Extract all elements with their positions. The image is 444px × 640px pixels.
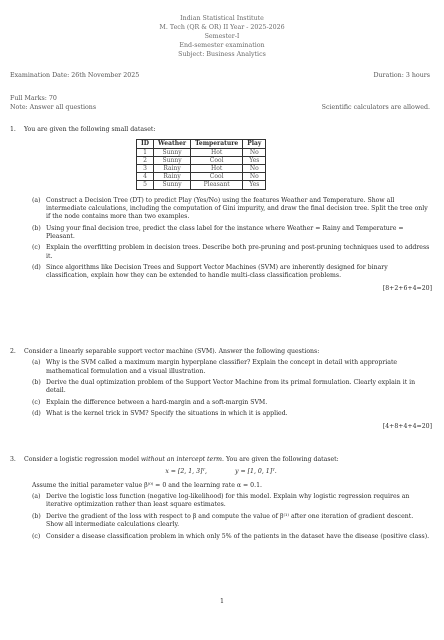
part-text: Explain the difference between a hard-margin and a soft-margin SVM. bbox=[46, 398, 268, 406]
semester-line: Semester-I bbox=[204, 33, 240, 40]
part-text: Consider a disease classification problem in which only 5% of the patients in the dataset have the disease (positive class). bbox=[46, 532, 430, 540]
question-part bbox=[32, 379, 432, 396]
part-text: Construct a Decision Tree (DT) to predict Play (Yes/No) using the features Weather and Temperature. Show all intermediate calculations, including the computation of Gini impurity, and draw the final decision tree. Split the tree only if the node contains more than two examples. bbox=[46, 196, 428, 221]
marks-allocation: [8+2+6+4=20] bbox=[382, 284, 432, 292]
intro-text-end: . You are given the following dataset: bbox=[222, 456, 339, 463]
table-cell: Rainy bbox=[154, 164, 191, 172]
duration: Duration: 3 hours bbox=[373, 72, 430, 79]
table-header: ID bbox=[137, 140, 154, 148]
question-1 bbox=[10, 126, 432, 293]
part-text: What is the kernel trick in SVM? Specify the situations in which it is applied. bbox=[46, 410, 288, 418]
table-cell: Sunny bbox=[154, 181, 191, 189]
table-cell: No bbox=[243, 148, 266, 156]
part-text: Derive the logistic loss function (negative log-likelihood) for this model. Explain why logistic regression requires an iterative optimization rather than least square estimates. bbox=[46, 493, 410, 509]
x-vector: x = [2, 1, 3]ᵀ, bbox=[165, 468, 207, 476]
table-row bbox=[137, 164, 266, 172]
part-text: Explain the overfitting problem in decision trees. Describe both pre-pruning and post-pruning techniques used to address it. bbox=[46, 244, 430, 260]
part-text: Derive the dual optimization problem of the Support Vector Machine from its primal formulation. Clearly explain it in detail. bbox=[46, 379, 416, 395]
part-label: (d) bbox=[32, 410, 41, 418]
part-label: (c) bbox=[32, 398, 41, 406]
question-number: 2. bbox=[10, 348, 16, 355]
table-cell: Cool bbox=[191, 173, 243, 181]
table-header-row bbox=[137, 140, 266, 148]
table-cell: Yes bbox=[243, 156, 266, 164]
table-cell: 2 bbox=[137, 156, 154, 164]
institute-name: Indian Statistical Institute bbox=[180, 15, 264, 22]
part-text: Why is the SVM called a maximum margin hyperplane classifier? Explain the concept in detail with appropriate mathematical formulation and a visual illustration. bbox=[46, 359, 398, 375]
intro-text: Consider a logistic regression model bbox=[24, 456, 141, 463]
part-label: (b) bbox=[32, 224, 41, 232]
exam-header bbox=[0, 14, 444, 59]
page-number: 1 bbox=[219, 598, 224, 605]
table-cell: Hot bbox=[191, 164, 243, 172]
assumption-line: Assume the initial parameter value β⁽⁰⁾ = 0 and the learning rate α = 0.1. bbox=[32, 481, 262, 489]
table-row bbox=[137, 173, 266, 181]
table-cell: Rainy bbox=[154, 173, 191, 181]
program-line: M. Tech (QR & OR) II Year - 2025-2026 bbox=[159, 24, 285, 31]
question-intro: Consider a linearly separable support vector machine (SVM). Answer the following questions: bbox=[24, 348, 320, 355]
table-cell: Cool bbox=[191, 156, 243, 164]
part-text: Since algorithms like Decision Trees and Support Vector Machines (SVM) are inherently designed for binary classification, explain how they can be extended to handle multi-class classification problems. bbox=[46, 264, 388, 280]
question-part bbox=[32, 264, 432, 281]
intro-emphasis: without an intercept term bbox=[140, 456, 223, 463]
table-row bbox=[137, 148, 266, 156]
dataset-equation bbox=[10, 468, 432, 476]
question-part bbox=[32, 225, 432, 242]
part-label: (c) bbox=[32, 532, 41, 540]
table-cell: Sunny bbox=[154, 156, 191, 164]
table-cell: 1 bbox=[137, 148, 154, 156]
question-part bbox=[32, 359, 432, 376]
marks-row bbox=[10, 95, 430, 104]
part-label: (b) bbox=[32, 379, 41, 387]
exam-date: Examination Date: 26th November 2025 bbox=[10, 72, 140, 79]
question-intro bbox=[24, 456, 432, 464]
question-number: 1. bbox=[10, 126, 16, 133]
question-part bbox=[32, 399, 432, 407]
table-cell: Sunny bbox=[154, 148, 191, 156]
question-part bbox=[32, 513, 432, 530]
exam-line: End-semester examination bbox=[179, 42, 265, 49]
note: Note: Answer all questions bbox=[10, 104, 97, 111]
note-row bbox=[10, 104, 430, 113]
question-3 bbox=[10, 456, 432, 541]
part-label: (c) bbox=[32, 244, 41, 252]
table-cell: No bbox=[243, 164, 266, 172]
question-part bbox=[32, 197, 432, 222]
table-cell: 3 bbox=[137, 164, 154, 172]
table-cell: 4 bbox=[137, 173, 154, 181]
calculator-note: Scientific calculators are allowed. bbox=[321, 104, 430, 111]
part-label: (d) bbox=[32, 264, 41, 272]
table-row bbox=[137, 181, 266, 189]
dataset-table bbox=[136, 139, 266, 189]
table-header: Temperature bbox=[191, 140, 243, 148]
table-cell: Hot bbox=[191, 148, 243, 156]
part-label: (a) bbox=[32, 493, 41, 501]
table-header: Play bbox=[243, 140, 266, 148]
full-marks: Full Marks: 70 bbox=[10, 95, 57, 102]
exam-date-row bbox=[10, 72, 430, 81]
question-part bbox=[32, 493, 432, 510]
question-number: 3. bbox=[10, 456, 16, 463]
question-part bbox=[32, 533, 432, 541]
part-label: (a) bbox=[32, 196, 41, 204]
marks-allocation: [4+8+4+4=20] bbox=[382, 422, 432, 430]
table-cell: No bbox=[243, 173, 266, 181]
part-label: (b) bbox=[32, 512, 41, 520]
part-text: Derive the gradient of the loss with respect to β and compute the value of β⁽¹⁾ after one iteration of gradient descent. Show all intermediate calculations clearly. bbox=[46, 512, 414, 529]
question-intro: You are given the following small dataset: bbox=[24, 126, 156, 133]
question-part bbox=[32, 410, 432, 418]
table-row bbox=[137, 156, 266, 164]
part-text: Using your final decision tree, predict the class label for the instance where Weather = Rainy and Temperature = Pleasant. bbox=[46, 224, 404, 241]
part-label: (a) bbox=[32, 359, 41, 367]
table-cell: 5 bbox=[137, 181, 154, 189]
table-header: Weather bbox=[154, 140, 191, 148]
question-part bbox=[32, 244, 432, 261]
table-cell: Pleasant bbox=[191, 181, 243, 189]
question-2 bbox=[10, 348, 432, 431]
y-vector: y = [1, 0, 1]ᵀ. bbox=[235, 468, 277, 476]
table-cell: Yes bbox=[243, 181, 266, 189]
subject-line: Subject: Business Analytics bbox=[178, 51, 266, 58]
